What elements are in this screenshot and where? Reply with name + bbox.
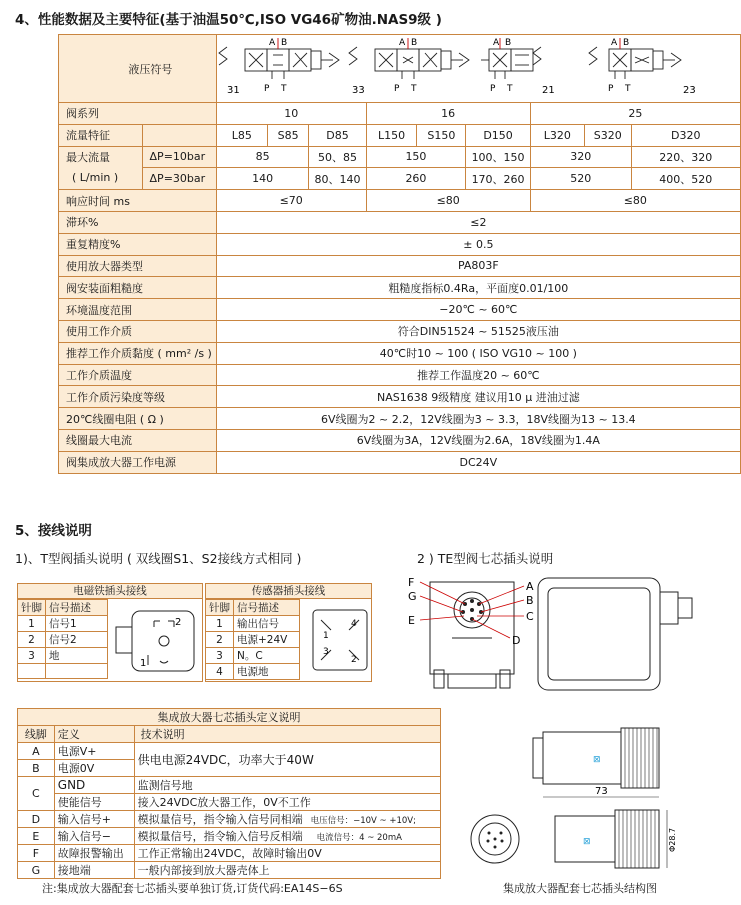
amp-col-pin: 线脚 bbox=[18, 726, 55, 743]
sensor-conn-4: 4 bbox=[351, 619, 357, 629]
sensor-pin-4: 4 bbox=[206, 664, 234, 680]
dp30-label: ΔP=30bar bbox=[142, 168, 216, 190]
flow-char-D320: D320 bbox=[631, 124, 740, 146]
te-pin-D: D bbox=[512, 634, 521, 647]
sym-a-3: A bbox=[492, 38, 500, 48]
sym-a-4: A bbox=[610, 38, 618, 48]
dp10-25-d: 220、320 bbox=[631, 146, 740, 168]
series-label: 阀系列 bbox=[59, 103, 217, 125]
solenoid-col-pin: 针脚 bbox=[18, 600, 46, 616]
response-16: ≤80 bbox=[366, 190, 530, 212]
sensor-panel bbox=[205, 583, 372, 682]
plug-structure-diagram bbox=[455, 712, 695, 870]
amp-def-E: 输入信号− bbox=[54, 828, 134, 845]
dp10-16-d: 100、150 bbox=[466, 146, 530, 168]
solenoid-pin-1: 1 bbox=[18, 616, 46, 632]
flow-char-D150: D150 bbox=[466, 124, 530, 146]
te-pin-G: G bbox=[408, 590, 417, 603]
order-note: 注:集成放大器配套七芯插头要单独订货,订货代码:EA14S−6S bbox=[42, 882, 343, 895]
sensor-col-pin: 针脚 bbox=[206, 600, 234, 616]
sym-p-2: P bbox=[393, 84, 400, 94]
sym-p-1: P bbox=[263, 84, 270, 94]
solenoid-pin-2: 2 bbox=[18, 632, 46, 648]
sensor-desc-2: 电源+24V bbox=[234, 632, 300, 648]
te-plug-diagram bbox=[400, 572, 700, 697]
coil-row bbox=[59, 429, 741, 451]
series-10: 10 bbox=[216, 103, 366, 125]
sym-t-1: T bbox=[280, 84, 287, 94]
env-label: 环境温度范围 bbox=[59, 299, 217, 321]
resist-value: 6V线圈为2 ~ 2.2，12V线圈为3 ~ 3.3，18V线圈为13 ~ 13.4 bbox=[216, 408, 740, 430]
response-row bbox=[59, 190, 741, 212]
amp-tech-volt: 电压信号：−10V ~ +10V; bbox=[310, 816, 416, 826]
valve-symbol-33 bbox=[349, 38, 469, 79]
section-5-title: 5、接线说明 bbox=[15, 523, 92, 539]
dp10-label: ΔP=10bar bbox=[142, 146, 216, 168]
solenoid-conn-1: 1 bbox=[140, 658, 147, 669]
sym-p-4: P bbox=[607, 84, 614, 94]
repeat-label: 重复精度% bbox=[59, 233, 217, 255]
series-25: 25 bbox=[530, 103, 740, 125]
clean-row bbox=[59, 386, 741, 408]
dp10-10-ls: 85 bbox=[216, 146, 309, 168]
flow-char-L85: L85 bbox=[216, 124, 267, 146]
repeat-value: ± 0.5 bbox=[216, 233, 740, 255]
sym-a-1: A bbox=[268, 38, 276, 48]
dp30-row bbox=[59, 168, 741, 190]
series-16: 16 bbox=[366, 103, 530, 125]
flow-char-S150: S150 bbox=[417, 124, 466, 146]
amp-tech-in-minus: 模拟量信号，指令输入信号反相端 bbox=[137, 830, 303, 843]
t-plug-title: 1)、T型阀插头说明 ( 双线圈S1、S2接线方式相同 ) bbox=[15, 551, 302, 566]
sensor-pin-3: 3 bbox=[206, 648, 234, 664]
visc-label: 推荐工作介质黏度 ( mm² /s ) bbox=[59, 342, 217, 364]
te-pin-F: F bbox=[408, 576, 415, 589]
sensor-desc-4: 电源地 bbox=[234, 664, 300, 680]
solenoid-desc-2: 信号2 bbox=[46, 632, 108, 648]
amp-tech-ground: 一般内部接到放大器壳体上 bbox=[134, 862, 440, 879]
dim-diameter: Φ28.7 bbox=[668, 827, 677, 852]
sensor-conn-3: 3 bbox=[323, 647, 329, 657]
sensor-desc-1: 输出信号 bbox=[234, 616, 300, 632]
sym-t-3: T bbox=[506, 84, 513, 94]
sym-a-2: A bbox=[398, 38, 406, 48]
sym-code-31: 31 bbox=[226, 85, 240, 96]
te-plug-title: 2 ) TE型阀七芯插头说明 bbox=[417, 551, 554, 566]
amp-def-D: 输入信号+ bbox=[54, 811, 134, 828]
amp-tech-fault: 工作正常输出24VDC，故障时输出0V bbox=[134, 845, 440, 862]
repeat-row bbox=[59, 233, 741, 255]
amp-pin-C: C bbox=[18, 777, 55, 811]
amp-def-enable: 使能信号 bbox=[54, 794, 134, 811]
dp10-row bbox=[59, 146, 741, 168]
sym-p-3: P bbox=[489, 84, 496, 94]
max-flow-label: 最大流量 bbox=[66, 150, 110, 164]
amp-tech-curr: 电流信号：4 ~ 20mA bbox=[316, 833, 402, 843]
amp-tech-power: 供电电源24VDC，功率大于40W bbox=[134, 743, 440, 777]
amp-def-G: 接地端 bbox=[54, 862, 134, 879]
svg-text:⊠: ⊠ bbox=[593, 755, 601, 765]
amp-pin-table bbox=[17, 708, 441, 879]
te-pin-B: B bbox=[526, 594, 534, 607]
plug-caption: 集成放大器配套七芯插头结构图 bbox=[503, 882, 657, 895]
symbol-label: 液压符号 bbox=[59, 35, 217, 103]
solenoid-desc-3: 地 bbox=[46, 648, 108, 664]
flow-char-row bbox=[59, 124, 741, 146]
sensor-pin-2: 2 bbox=[206, 632, 234, 648]
amp-tech-enable: 接入24VDC放大器工作，0V不工作 bbox=[134, 794, 440, 811]
series-row bbox=[59, 103, 741, 125]
hysteresis-label: 滞环% bbox=[59, 211, 217, 233]
clean-value: NAS1638 9级精度 建议用10 μ 进油过滤 bbox=[216, 386, 740, 408]
rough-value: 粗糙度指标0.4Ra，平面度0.01/100 bbox=[216, 277, 740, 299]
rough-label: 阀安装面粗糙度 bbox=[59, 277, 217, 299]
amp-col-tech: 技术说明 bbox=[134, 726, 440, 743]
te-pin-C: C bbox=[526, 610, 534, 623]
sym-b-3: B bbox=[504, 38, 512, 48]
amp-pin-G: G bbox=[18, 862, 55, 879]
sym-b-4: B bbox=[622, 38, 630, 48]
te-pin-A: A bbox=[526, 580, 534, 593]
valve-symbol-31 bbox=[219, 38, 339, 79]
dp10-25-ls: 320 bbox=[530, 146, 631, 168]
resist-label: 20℃线圈电阻 ( Ω ) bbox=[59, 408, 217, 430]
dp30-16-ls: 260 bbox=[366, 168, 466, 190]
solenoid-conn-2: 2 bbox=[175, 617, 182, 628]
sym-b-2: B bbox=[410, 38, 418, 48]
sensor-conn-1: 1 bbox=[323, 631, 329, 641]
sensor-header: 传感器插头接线 bbox=[206, 584, 371, 599]
supply-value: DC24V bbox=[216, 451, 740, 473]
solenoid-col-desc: 信号描述 bbox=[46, 600, 108, 616]
dp30-16-d: 170、260 bbox=[466, 168, 530, 190]
hysteresis-row bbox=[59, 211, 741, 233]
dp30-10-ls: 140 bbox=[216, 168, 309, 190]
amp-tech-monitor: 监测信号地 bbox=[134, 777, 440, 794]
performance-table bbox=[58, 34, 741, 474]
env-value: −20℃ ~ 60℃ bbox=[216, 299, 740, 321]
dp10-16-ls: 150 bbox=[366, 146, 466, 168]
amp-pin-D: D bbox=[18, 811, 55, 828]
sensor-pin-1: 1 bbox=[206, 616, 234, 632]
amp-def-B: 电源0V bbox=[54, 760, 134, 777]
dp10-10-d: 50、85 bbox=[309, 146, 366, 168]
te-pin-E: E bbox=[408, 614, 415, 627]
max-flow-unit: ( L/min ) bbox=[72, 170, 119, 184]
medium-label: 使用工作介质 bbox=[59, 320, 217, 342]
sensor-table bbox=[205, 599, 300, 680]
sensor-desc-3: N。C bbox=[234, 648, 300, 664]
supply-row bbox=[59, 451, 741, 473]
flow-char-S320: S320 bbox=[584, 124, 631, 146]
amp-pin-B: B bbox=[18, 760, 55, 777]
temp-label: 工作介质温度 bbox=[59, 364, 217, 386]
amp-row bbox=[59, 255, 741, 277]
medium-value: 符合DIN51524 ~ 51525液压油 bbox=[216, 320, 740, 342]
flow-char-label: 流量特征 bbox=[59, 124, 143, 146]
amp-tech-in-plus: 模拟量信号，指令输入信号同相端 bbox=[137, 813, 303, 826]
sym-t-4: T bbox=[624, 84, 631, 94]
amp-def-F: 故障报警输出 bbox=[54, 845, 134, 862]
response-10: ≤70 bbox=[216, 190, 366, 212]
coil-label: 线圈最大电流 bbox=[59, 429, 217, 451]
valve-symbol-23 bbox=[589, 38, 681, 79]
resist-row bbox=[59, 408, 741, 430]
solenoid-desc-1: 信号1 bbox=[46, 616, 108, 632]
sym-code-23: 23 bbox=[682, 85, 696, 96]
dp30-25-d: 400、520 bbox=[631, 168, 740, 190]
clean-label: 工作介质污染度等级 bbox=[59, 386, 217, 408]
amp-col-def: 定义 bbox=[54, 726, 134, 743]
sensor-col-desc: 信号描述 bbox=[234, 600, 300, 616]
flow-char-L150: L150 bbox=[366, 124, 417, 146]
visc-row bbox=[59, 342, 741, 364]
hysteresis-value: ≤2 bbox=[216, 211, 740, 233]
visc-value: 40℃时10 ~ 100 ( ISO VG10 ~ 100 ) bbox=[216, 342, 740, 364]
solenoid-header: 电磁铁插头接线 bbox=[18, 584, 202, 599]
sym-t-2: T bbox=[410, 84, 417, 94]
amp-label: 使用放大器类型 bbox=[59, 255, 217, 277]
medium-row bbox=[59, 320, 741, 342]
rough-row bbox=[59, 277, 741, 299]
solenoid-pin-3: 3 bbox=[18, 648, 46, 664]
flow-char-D85: D85 bbox=[309, 124, 366, 146]
amp-table-title: 集成放大器七芯插头定义说明 bbox=[18, 709, 441, 726]
supply-label: 阀集成放大器工作电源 bbox=[59, 451, 217, 473]
amp-def-A: 电源V+ bbox=[54, 743, 134, 760]
solenoid-connector-diagram bbox=[110, 603, 202, 679]
svg-text:⊠: ⊠ bbox=[583, 837, 591, 847]
dim-length: 73 bbox=[595, 786, 608, 797]
amp-pin-E: E bbox=[18, 828, 55, 845]
symbol-cell bbox=[216, 35, 740, 103]
temp-value: 推荐工作温度20 ~ 60℃ bbox=[216, 364, 740, 386]
dp30-25-ls: 520 bbox=[530, 168, 631, 190]
solenoid-panel bbox=[17, 583, 203, 682]
coil-value: 6V线圈为3A，12V线圈为2.6A，18V线圈为1.4A bbox=[216, 429, 740, 451]
sym-code-33: 33 bbox=[351, 85, 365, 96]
sensor-conn-2: 2 bbox=[351, 655, 357, 665]
env-row bbox=[59, 299, 741, 321]
sym-code-21: 21 bbox=[541, 85, 555, 96]
max-flow-label-cell bbox=[59, 146, 143, 190]
amp-pin-F: F bbox=[18, 845, 55, 862]
flow-char-S85: S85 bbox=[267, 124, 309, 146]
amp-value: PA803F bbox=[216, 255, 740, 277]
response-25: ≤80 bbox=[530, 190, 740, 212]
temp-row bbox=[59, 364, 741, 386]
sensor-connector-diagram bbox=[309, 606, 371, 676]
symbol-row bbox=[59, 35, 741, 103]
section-4-title: 4、性能数据及主要特征(基于油温50℃,ISO VG46矿物油.NAS9级 ) bbox=[15, 12, 442, 28]
dp30-10-d: 80、140 bbox=[309, 168, 366, 190]
solenoid-table bbox=[17, 599, 108, 679]
response-label: 响应时间 ms bbox=[59, 190, 217, 212]
amp-def-C: GND bbox=[54, 777, 134, 794]
amp-pin-A: A bbox=[18, 743, 55, 760]
sym-b-1: B bbox=[280, 38, 288, 48]
hydraulic-symbols bbox=[217, 35, 740, 99]
flow-char-L320: L320 bbox=[530, 124, 584, 146]
